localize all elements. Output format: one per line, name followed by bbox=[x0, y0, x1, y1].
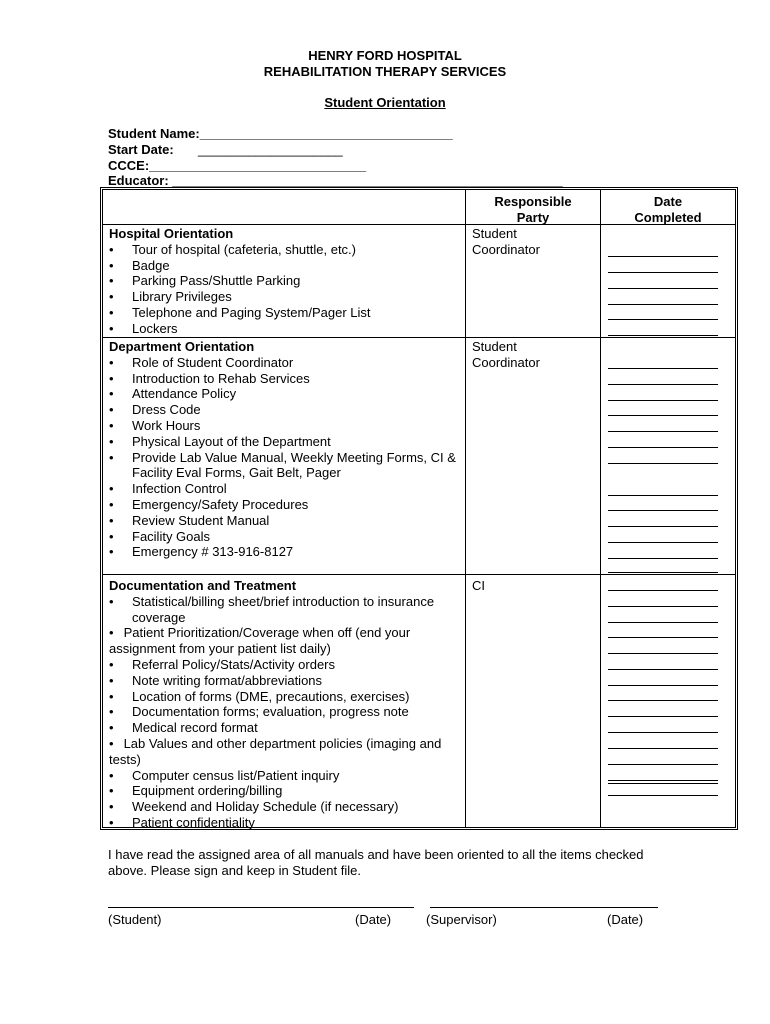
column-divider bbox=[465, 190, 466, 827]
bullet-icon: • bbox=[109, 386, 114, 402]
date-completed-line[interactable] bbox=[608, 304, 718, 305]
bullet-icon: • bbox=[109, 704, 114, 720]
date-completed-line[interactable] bbox=[608, 795, 718, 796]
date-label: (Date) bbox=[607, 912, 644, 927]
date-completed-line[interactable] bbox=[608, 732, 718, 733]
section-documentation-treatment bbox=[109, 578, 465, 831]
list-item: • Patient Prioritization/Coverage when off (end your assignment from your patient list daily) bbox=[109, 625, 411, 657]
student-signature-line[interactable] bbox=[108, 907, 414, 908]
list-item: • Telephone and Paging System/Pager List bbox=[109, 304, 371, 320]
list-item: • Lockers bbox=[109, 320, 178, 336]
list-item: • Equipment ordering/billing bbox=[109, 783, 283, 799]
educator-field[interactable]: Educator: ______________________________________________________ bbox=[108, 173, 563, 188]
list-item: • Parking Pass/Shuttle Parking bbox=[109, 273, 301, 289]
date-completed-line[interactable] bbox=[608, 700, 718, 701]
date-completed-line[interactable] bbox=[608, 764, 718, 765]
date-completed-line[interactable] bbox=[608, 622, 718, 623]
date-completed-line[interactable] bbox=[608, 272, 718, 273]
date-label: (Date) bbox=[355, 912, 392, 927]
date-completed-line[interactable] bbox=[608, 335, 718, 336]
bullet-icon: • bbox=[109, 257, 114, 273]
bullet-icon: • bbox=[109, 354, 114, 370]
supervisor-signature-line[interactable] bbox=[430, 907, 658, 908]
list-item: • Referral Policy/Stats/Activity orders bbox=[109, 656, 336, 672]
supervisor-label: (Supervisor) bbox=[426, 912, 497, 927]
date-completed-line[interactable] bbox=[608, 495, 718, 496]
date-completed-line[interactable] bbox=[608, 415, 718, 416]
list-item: • Note writing format/abbreviations bbox=[109, 672, 323, 688]
date-completed-line[interactable] bbox=[608, 256, 718, 257]
list-item: • Facility Goals bbox=[109, 528, 211, 544]
bullet-icon: • bbox=[109, 304, 114, 320]
bullet-icon: • bbox=[109, 735, 114, 751]
list-item: • Location of forms (DME, precautions, exercises) bbox=[109, 688, 410, 704]
bullet-icon: • bbox=[109, 433, 114, 449]
date-completed-line[interactable] bbox=[608, 558, 718, 559]
list-item: • Attendance Policy bbox=[109, 386, 237, 402]
responsible-party: Student Coordinator bbox=[472, 339, 540, 370]
start-date-label: Start Date: bbox=[108, 142, 174, 157]
bullet-icon: • bbox=[109, 528, 114, 544]
list-item: • Patient confidentiality bbox=[109, 814, 255, 830]
bullet-icon: • bbox=[109, 625, 114, 641]
list-item: • Documentation forms; evaluation, progress note bbox=[109, 704, 409, 720]
bullet-icon: • bbox=[109, 593, 114, 609]
bullet-icon: • bbox=[109, 512, 114, 528]
list-item: • Work Hours bbox=[109, 417, 201, 433]
date-completed-line[interactable] bbox=[608, 685, 718, 686]
date-completed-line[interactable] bbox=[608, 653, 718, 654]
date-completed-line[interactable] bbox=[608, 288, 718, 289]
list-item: • Weekend and Holiday Schedule (if necessary) bbox=[109, 799, 399, 815]
bullet-icon: • bbox=[109, 402, 114, 418]
section-title: Department Orientation bbox=[109, 339, 255, 354]
list-item: • Statistical/billing sheet/brief introduction to insurance coverage bbox=[109, 593, 435, 625]
list-item: • Medical record format bbox=[109, 720, 258, 736]
date-completed-line[interactable] bbox=[608, 716, 718, 717]
date-completed-line[interactable] bbox=[608, 780, 718, 781]
bullet-icon: • bbox=[109, 273, 114, 289]
date-completed-line[interactable] bbox=[608, 572, 718, 573]
bullet-icon: • bbox=[109, 417, 114, 433]
date-completed-line[interactable] bbox=[608, 590, 718, 591]
list-item: • Emergency # 313-916-8127 bbox=[109, 544, 294, 560]
bullet-icon: • bbox=[109, 688, 114, 704]
date-completed-line[interactable] bbox=[608, 637, 718, 638]
bullet-icon: • bbox=[109, 814, 114, 830]
date-completed-line[interactable] bbox=[608, 783, 718, 784]
responsible-party: Student Coordinator bbox=[472, 226, 540, 257]
responsible-party: CI bbox=[472, 578, 485, 593]
list-item: • Dress Code bbox=[109, 402, 201, 418]
bullet-icon: • bbox=[109, 767, 114, 783]
bullet-icon: • bbox=[109, 481, 114, 497]
date-completed-line[interactable] bbox=[608, 669, 718, 670]
bullet-icon: • bbox=[109, 720, 114, 736]
date-completed-line[interactable] bbox=[608, 526, 718, 527]
list-item: • Infection Control bbox=[109, 481, 227, 497]
orientation-table bbox=[100, 187, 738, 830]
date-completed-line[interactable] bbox=[608, 542, 718, 543]
student-name-field[interactable]: Student Name:___________________________________ bbox=[108, 126, 453, 141]
list-item: • Lab Values and other department policies (imaging and tests) bbox=[109, 735, 442, 767]
bullet-icon: • bbox=[109, 449, 114, 465]
bullet-icon: • bbox=[109, 320, 114, 336]
list-item: • Library Privileges bbox=[109, 289, 232, 305]
column-header-date: Date Completed bbox=[634, 194, 702, 225]
student-label: (Student) bbox=[108, 912, 162, 927]
list-item: • Emergency/Safety Procedures bbox=[109, 496, 309, 512]
date-completed-line[interactable] bbox=[608, 431, 718, 432]
bullet-icon: • bbox=[109, 799, 114, 815]
date-completed-line[interactable] bbox=[608, 510, 718, 511]
list-item: • Physical Layout of the Department bbox=[109, 433, 331, 449]
list-item: • Introduction to Rehab Services bbox=[109, 370, 310, 386]
bullet-icon: • bbox=[109, 370, 114, 386]
ccce-field[interactable]: CCCE:______________________________ bbox=[108, 158, 367, 173]
start-date-blank[interactable]: ____________________ bbox=[198, 142, 343, 157]
section-department-orientation bbox=[109, 339, 465, 560]
section-title: Documentation and Treatment bbox=[109, 578, 297, 593]
date-completed-line[interactable] bbox=[608, 368, 718, 369]
start-date-field[interactable] bbox=[108, 142, 343, 157]
date-completed-line[interactable] bbox=[608, 400, 718, 401]
date-completed-line[interactable] bbox=[608, 463, 718, 464]
list-item: • Tour of hospital (cafeteria, shuttle, etc.) bbox=[109, 241, 356, 257]
section-hospital-orientation bbox=[109, 226, 465, 337]
bullet-icon: • bbox=[109, 289, 114, 305]
page-title: Student Orientation bbox=[324, 95, 446, 110]
date-completed-column bbox=[608, 190, 720, 830]
bullet-icon: • bbox=[109, 496, 114, 512]
department-name: REHABILITATION THERAPY SERVICES bbox=[263, 64, 507, 79]
bullet-icon: • bbox=[109, 544, 114, 560]
bullet-icon: • bbox=[109, 672, 114, 688]
bullet-icon: • bbox=[109, 656, 114, 672]
date-completed-line[interactable] bbox=[608, 319, 718, 320]
date-completed-line[interactable] bbox=[608, 748, 718, 749]
list-item: • Computer census list/Patient inquiry bbox=[109, 767, 340, 783]
list-item: • Badge bbox=[109, 257, 170, 273]
bullet-icon: • bbox=[109, 783, 114, 799]
date-completed-line[interactable] bbox=[608, 384, 718, 385]
section-title: Hospital Orientation bbox=[109, 226, 234, 241]
list-item: • Review Student Manual bbox=[109, 512, 270, 528]
column-divider bbox=[600, 190, 601, 827]
column-header-party: Responsible Party bbox=[494, 194, 572, 225]
date-completed-line[interactable] bbox=[608, 606, 718, 607]
list-item: • Role of Student Coordinator bbox=[109, 354, 294, 370]
date-completed-line[interactable] bbox=[608, 447, 718, 448]
list-item: • Provide Lab Value Manual, Weekly Meeting Forms, CI & Facility Eval Forms, Gait Belt, Pager bbox=[109, 449, 456, 481]
acknowledgement-statement: I have read the assigned area of all manuals and have been oriented to all the items checked above. Please sign and keep in Student file. bbox=[108, 847, 644, 878]
hospital-name: HENRY FORD HOSPITAL bbox=[308, 48, 462, 63]
bullet-icon: • bbox=[109, 241, 114, 257]
